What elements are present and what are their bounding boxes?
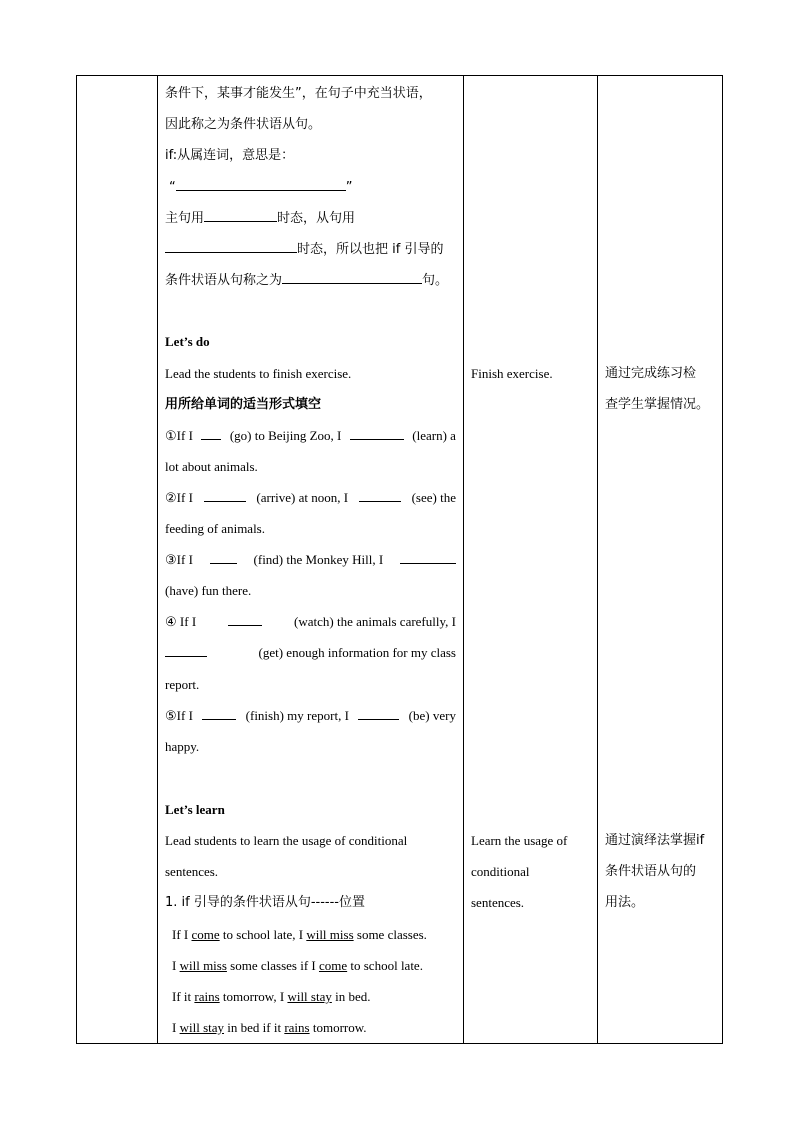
answer-blank — [165, 644, 207, 657]
student-activity: conditional — [471, 864, 530, 879]
answer-blank — [204, 209, 277, 222]
exercise-item: ⑤If I (finish) my report, I (be) very — [165, 708, 456, 723]
lesson-plan-table — [76, 75, 723, 1044]
section-heading: Let’s do — [165, 334, 210, 349]
meaning-blank-line: “ ” — [169, 180, 353, 195]
exercise-item: ④ If I (watch) the animals carefully, I — [165, 614, 456, 629]
answer-blank — [210, 551, 237, 564]
example-sentence: I will stay in bed if it rains tomorrow. — [172, 1020, 367, 1035]
exercise-item: ②If I (arrive) at noon, I (see) the — [165, 490, 456, 505]
answer-blank — [359, 489, 401, 502]
teacher-instruction: Lead the students to finish exercise. — [165, 366, 352, 381]
exercise-item: ①If I (go) to Beijing Zoo, I (learn) a — [165, 428, 456, 443]
answer-blank — [165, 240, 297, 253]
answer-blank — [350, 427, 404, 440]
teacher-instruction: sentences. — [165, 864, 219, 879]
intro-line: 条件下，某事才能发生”，在句子中充当状语， — [165, 86, 432, 101]
answer-blank — [400, 551, 456, 564]
grammar-point: 1. if 引导的条件状语从句------位置 — [165, 895, 366, 910]
tense-line: 主句用 时态，从句用 — [165, 211, 356, 226]
answer-blank — [201, 427, 221, 440]
tense-line: 时态，所以也把 if 引导的 — [165, 240, 456, 259]
intro-line: 因此称之为条件状语从句。 — [165, 117, 322, 132]
answer-blank — [204, 489, 246, 502]
teacher-instruction: Lead students to learn the usage of conditional — [165, 833, 408, 848]
section-heading: Let’s learn — [165, 802, 225, 817]
exercise-item-cont: happy. — [165, 739, 200, 754]
table-row — [77, 76, 723, 1044]
tense-line: 条件状语从句称之为 句。 — [165, 273, 449, 288]
answer-blank — [358, 707, 399, 720]
example-sentence: If I come to school late, I will miss some classes. — [172, 927, 427, 942]
design-purpose: 用法。 — [605, 895, 645, 910]
exercise-item-cont: report. — [165, 677, 200, 692]
purpose-cell — [598, 76, 723, 1044]
example-sentence: I will miss some classes if I come to school late. — [172, 958, 423, 973]
design-purpose: 通过演绎法掌握if — [605, 833, 705, 848]
example-sentence: If it rains tomorrow, I will stay in bed. — [172, 989, 371, 1004]
answer-blank — [228, 613, 262, 626]
task-title: 用所给单词的适当形式填空 — [165, 397, 322, 412]
student-activity-cell — [464, 76, 598, 1044]
stage-column-cell — [77, 76, 158, 1044]
exercise-item-cont: (have) fun there. — [165, 583, 252, 598]
exercise-item: ③If I (find) the Monkey Hill, I — [165, 551, 456, 569]
student-activity: Learn the usage of — [471, 833, 568, 848]
answer-blank — [202, 707, 236, 720]
design-purpose: 查学生掌握情况。 — [605, 397, 710, 412]
design-purpose: 通过完成练习检 — [605, 366, 697, 381]
exercise-item-cont: lot about animals. — [165, 459, 258, 474]
design-purpose: 条件状语从句的 — [605, 864, 697, 879]
exercise-item-cont: feeding of animals. — [165, 521, 265, 536]
answer-blank — [282, 271, 422, 284]
exercise-item-cont: (get) enough information for my class — [165, 644, 456, 662]
student-activity: Finish exercise. — [471, 366, 553, 381]
answer-blank — [176, 178, 346, 191]
intro-line: if:从属连词，意思是： — [165, 148, 295, 163]
student-activity: sentences. — [471, 895, 525, 910]
teacher-activity-cell — [158, 76, 464, 1044]
